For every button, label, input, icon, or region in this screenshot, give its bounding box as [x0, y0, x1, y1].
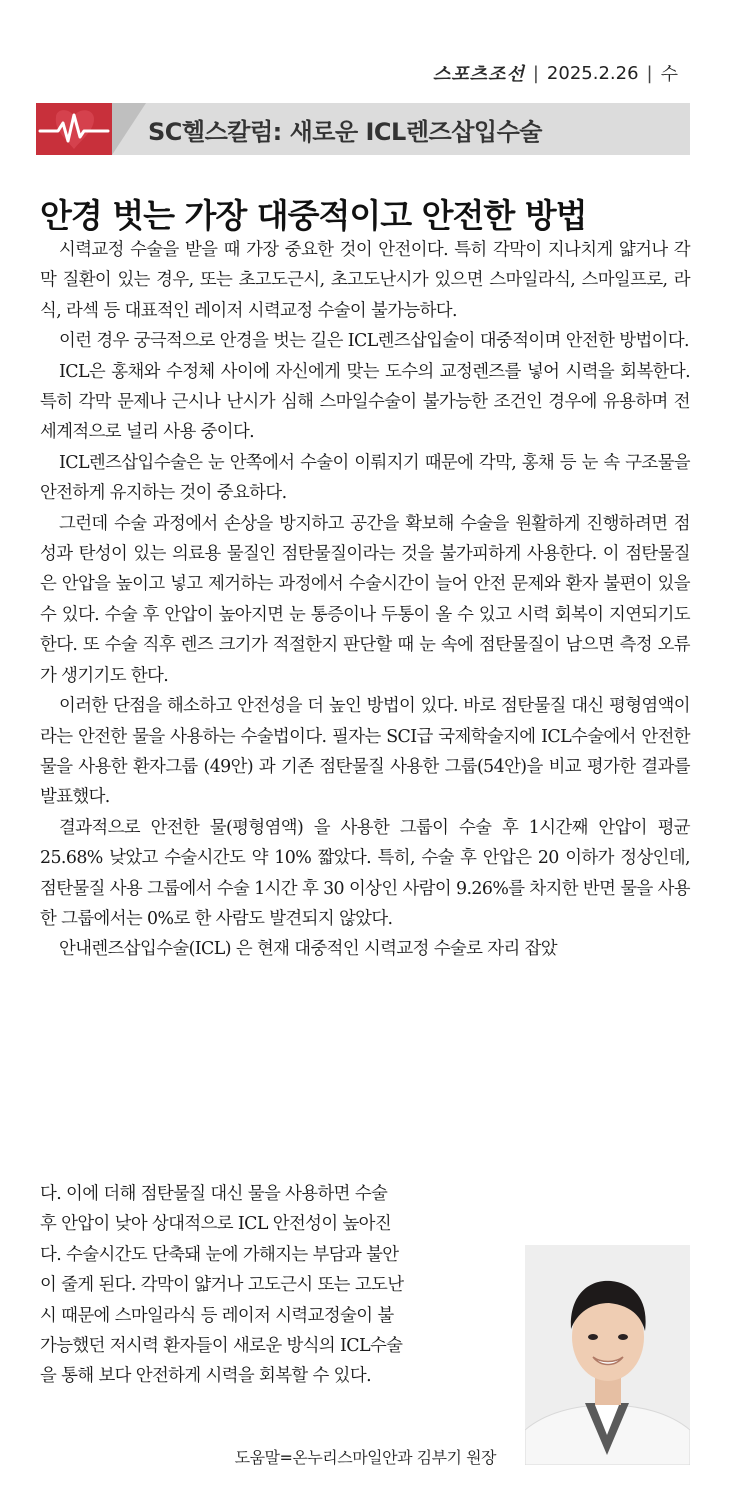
closing-paragraph [40, 1179, 496, 1392]
text-line: 다. 수술시간도 단축돼 눈에 가해지는 부담과 불안 [40, 1244, 399, 1265]
paragraph: 이러한 단점을 해소하고 안전성을 더 높인 방법이 있다. 바로 점탄물질 대신 평형염액이라는 안전한 물을 사용하는 수술법이다. 필자는 SCI급 국제학술지에 ICL수술에서 안전한 물을 사용한 환자그룹 (49안) 과 기존 점탄물질 사용한 그룹(54안)을 비교 평가한 결과를 발표했다. [40, 696, 690, 808]
divider: | [646, 62, 653, 84]
newspaper-brand: 스포츠조선 [432, 64, 525, 85]
text-line: 시 때문에 스마일라식 등 레이저 시력교정술이 불 [40, 1305, 394, 1326]
doctor-portrait [525, 1245, 690, 1465]
issue-weekday: 수 [660, 64, 678, 85]
heart-pulse-icon [36, 103, 112, 155]
column-banner [36, 103, 690, 155]
article-headline: 안경 벗는 가장 대중적이고 안전한 방법 [40, 196, 587, 235]
paragraph: ICL은 홍채와 수정체 사이에 자신에게 맞는 도수의 교정렌즈를 넣어 시력을 회복한다. 특히 각막 문제나 근시나 난시가 심해 스마일수술이 불가능한 조건인 경우에 유용하며 전 세계적으로 널리 사용 중이다. [40, 361, 690, 443]
article-credit: 도움말=온누리스마일안과 김부기 원장 [234, 1448, 496, 1467]
text-line: 을 통해 보다 안전하게 시력을 회복할 수 있다. [40, 1366, 372, 1387]
paragraph: 결과적으로 안전한 물(평형염액) 을 사용한 그룹이 수술 후 1시간째 안압이 평균 25.68% 낮았고 수술시간도 약 10% 짧았다. 특히, 수술 후 안압은 20 이하가 정상인데, 점탄물질 사용 그룹에서 수술 1시간 후 30 이상인 사람이 9.26%를 차지한 반면 물을 사용한 그룹에서는 0%로 한 사람도 발견되지 않았다. [40, 817, 690, 929]
paragraph: 시력교정 수술을 받을 때 가장 중요한 것이 안전이다. 특히 각막이 지나치게 얇거나 각막 질환이 있는 경우, 또는 초고도근시, 초고도난시가 있으면 스마일라식, 스마일프로, 라식, 라섹 등 대표적인 레이저 시력교정 수술이 불가능하다. [40, 240, 690, 321]
paragraph: 이런 경우 궁극적으로 안경을 벗는 길은 ICL렌즈삽입술이 대중적이며 안전한 방법이다. [59, 331, 689, 352]
paragraph: 안내렌즈삽입수술(ICL) 은 현재 대중적인 시력교정 수술로 자리 잡았 [59, 939, 557, 960]
text-line: 가능했던 저시력 환자들이 새로운 방식의 ICL수술 [40, 1336, 403, 1357]
divider: | [532, 62, 539, 84]
paragraph: 그런데 수술 과정에서 손상을 방지하고 공간을 확보해 수술을 원활하게 진행하려면 점성과 탄성이 있는 의료용 물질인 점탄물질이라는 것을 불가피하게 사용한다. 이 점탄물질은 안압을 높이고 넣고 제거하는 과정에서 수술시간이 늘어 안전 문제와 환자 불편이 있을 수 있다. 수술 후 안압이 높아지면 눈 통증이나 두통이 올 수 있고 시력 회복이 지연되기도 한다. 또 수술 직후 렌즈 크기가 적절한지 판단할 때 눈 속에 점탄물질이 남으면 측정 오류가 생기기도 한다. [40, 513, 690, 686]
issue-date: 2025.2.26 [546, 62, 639, 84]
text-line: 다. 이에 더해 점탄물질 대신 물을 사용하면 수술 [40, 1184, 388, 1204]
paragraph: ICL렌즈삽입수술은 눈 안쪽에서 수술이 이뤄지기 때문에 각막, 홍채 등 눈 속 구조물을 안전하게 유지하는 것이 중요하다. [40, 452, 690, 504]
article-body [40, 235, 690, 965]
column-title: SC헬스칼럼: 새로운 ICL렌즈삽입수술 [148, 118, 542, 146]
text-line: 이 줄게 된다. 각막이 얇거나 고도근시 또는 고도난 [40, 1275, 404, 1296]
banner-fold [112, 103, 146, 155]
text-line: 후 안압이 낮아 상대적으로 ICL 안전성이 높아진 [40, 1214, 392, 1235]
masthead [433, 60, 678, 86]
